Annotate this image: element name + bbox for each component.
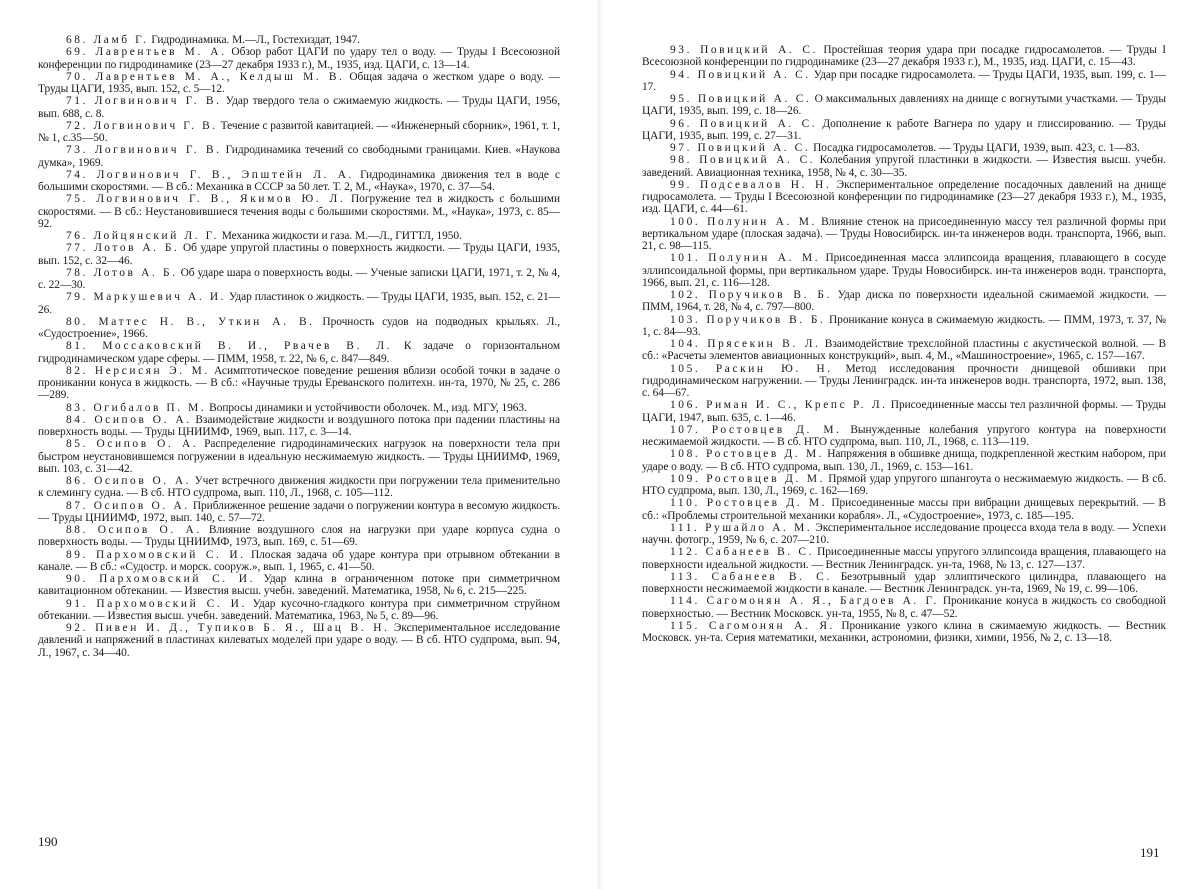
reference-entry [38, 120, 560, 145]
reference-text: Напряжения в обшивке днища, подкрепленной жестким набором, при ударе о воду. — В сб. НТО судпрома, вып. 130, Л., 1969, с. 153—161. [642, 448, 1166, 473]
reference-author: 75. Логвинович Г. В., Якимов Ю. Л. [66, 193, 346, 206]
reference-text: Погружение тел в жидкость с большими скоростями. — В сб.: Неустановившиеся течения воды с большими скоростями. М., «Наука», 1973, с. 85—92. [38, 193, 560, 230]
reference-author: 79. Маркушевич А. И. [66, 291, 227, 304]
reference-author: 70. Лаврентьев М. А., Келдыш М. В. [66, 70, 345, 83]
reference-text: Присоединенные массы тел различной формы. — Труды ЦАГИ, 1947, вып. 635, с. 1—46. [642, 399, 1166, 424]
reference-text: Экспериментальное исследование давлений и напряжений в пластинах килеватых моделей при ударе о воду. — В сб. НТО судпрома, вып. 94, Л., 1967, с. 34—40. [38, 622, 560, 659]
reference-entry [642, 314, 1166, 339]
reference-text: Взаимодействие жидкости и воздушного потока при падении пластины на поверхность воды. — Труды ЦНИИМФ, 1969, вып. 117, с. 3—14. [38, 413, 560, 438]
reference-author: 99. Подсевалов Н. Н. [670, 178, 832, 191]
reference-author: 92. Пивен И. Д., Тупиков Б. Я., Шац В. Н. [66, 622, 390, 634]
reference-entry [38, 316, 560, 341]
reference-entry [38, 34, 560, 46]
reference-entry [642, 595, 1166, 620]
right-reference-list [642, 44, 1166, 644]
reference-author: 104. Прясекин В. Л. [670, 338, 821, 350]
reference-text: Общая задача о жестком ударе о воду. — Труды ЦАГИ, 1935, вып. 152, с. 5—12. [38, 70, 560, 95]
reference-author: 106. Риман И. С., Крепс Р. Л. [670, 399, 888, 412]
reference-author: 101. Полунин А. М. [670, 252, 821, 265]
reference-text: Вынужденные колебания упругого контура на поверхности несжимаемой жидкости. — В сб. НТО судпрома, вып. 110, Л., 1968, с. 113—119. [642, 423, 1166, 448]
right-page-number: 191 [1140, 845, 1160, 860]
reference-text: Присоединенные массы при вибрации днищевых перекрытий. — В сб.: «Проблемы строительной механики корабля». Л., «Судостроение», 1973, с. 185—195. [642, 497, 1166, 522]
reference-text: Удар клина в ограниченном потоке при симметричном кавитационном обтекании. — Известия высш. учебн. заведений. Математика, 1958, № 6, с. 215—225. [38, 573, 560, 598]
reference-entry [38, 573, 560, 598]
reference-text: Присоединенные массы упругого эллипсоида вращения, плавающего на поверхности идеальной жидкости. — Вестник Ленинградск. ун-та, 1968, № 13, с. 127—137. [642, 546, 1166, 571]
reference-entry [642, 154, 1166, 179]
reference-entry [642, 44, 1166, 69]
reference-author: 109. Ростовцев Д. М. [670, 472, 826, 485]
reference-text: Проникание конуса в жидкость со свободной поверхностью. — Вестник Московск. ун-та, 1955, № 8, с. 47—52. [642, 595, 1166, 620]
reference-entry [38, 95, 560, 120]
reference-author: 87. Осипов О. А. [66, 499, 190, 512]
reference-text: Посадка гидросамолетов. — Труды ЦАГИ, 1939, вып. 423, с. 1—83. [810, 142, 1140, 154]
reference-author: 68. Ламб Г. [66, 34, 149, 46]
reference-entry [38, 438, 560, 475]
reference-text: Взаимодействие трехслойной пластины с акустической волной. — В сб.: «Расчеты элементов авиационных конструкций», вып. 4, М., «Машиностроение», 1965, с. 157—167. [642, 338, 1166, 363]
reference-text: Плоская задача об ударе контура при отрывном обтекании в канале. — В сб.: «Судостр. и морск. сооруж.», вып. 1, 1965, с. 41—50. [38, 548, 561, 573]
reference-text: Дополнение к работе Вагнера по удару и глиссированию. — Труды ЦАГИ, 1935, вып. 199, с. 27—31. [642, 117, 1166, 142]
reference-entry [642, 620, 1166, 645]
reference-text: Асимптотическое поведение решения вблизи особой точки в задаче о проникании конуса в жидкость. — В сб.: «Научные труды Ереванского политехн. ин-та, 1970, № 25, с. 286—289. [38, 364, 560, 402]
reference-entry [38, 193, 560, 230]
reference-author: 76. Лойцянский Л. Г. [66, 230, 219, 242]
reference-author: 102. Поручиков В. Б. [670, 289, 832, 301]
reference-author: 103. Поручиков В. Б. [670, 313, 826, 326]
reference-text: О максимальных давлениях на днище с вогнутыми участками. — Труды ЦАГИ, 1935, вып. 199, с. 18—26. [642, 93, 1166, 118]
reference-author: 90. Пархомовский С. И. [66, 573, 256, 585]
reference-author: 73. Логвинович Г. В. [66, 144, 222, 157]
reference-text: Учет встречного движения жидкости при погружении тела применительно к слемингу судна. — В сб. НТО судпрома, вып. 110, Л., 1968, с. 105—112. [38, 475, 561, 500]
reference-text: К задаче о горизонтальном гидродинамическом ударе сферы. — ПММ, 1958, т. 22, № 6, с. 847—849. [38, 340, 560, 365]
reference-author: 112. Сабанеев В. С. [670, 546, 815, 559]
reference-text: Гидродинамика движения тел в воде с большими скоростями. — В сб.: Механика в СССР за 50 лет. Т. 2, М., «Наука», 1970, с. 37—54. [38, 168, 560, 193]
reference-entry [38, 230, 560, 242]
reference-text: Удар пластинок о жидкость. — Труды ЦАГИ, 1935, вып. 152, с. 21—26. [38, 291, 561, 316]
reference-text: Влияние стенок на присоединенную массу тел различной формы при вертикальном ударе (плоская задача). — Труды Новосибирск. ин-та инженеров водн. транспорта, 1966, вып. 21, с. 98—115. [642, 215, 1167, 252]
reference-text: Приближенное решение задачи о погружении контура в весомую жидкость. — Труды ЦНИИМФ, 1972, вып. 140, с. 57—72. [38, 499, 561, 524]
reference-author: 100. Полунин А. М. [670, 215, 817, 228]
reference-entry [642, 546, 1166, 571]
reference-text: Экспериментальное исследование процесса входа тела в воду. — Успехи научн. фотогр., 1959, № 6, с. 207—210. [642, 521, 1167, 546]
reference-entry [642, 399, 1166, 424]
reference-entry [642, 571, 1166, 596]
reference-author: 81. Моссаковский В. И., Рвачев В. Л. [66, 340, 393, 353]
reference-author: 114. Сагомонян А. Я., Багдоев А. Г. [670, 595, 939, 608]
reference-entry [642, 179, 1166, 216]
reference-author: 98. Повицкий А. С. [670, 154, 816, 167]
reference-entry [38, 524, 560, 549]
reference-entry [38, 622, 560, 659]
left-page-number: 190 [38, 834, 58, 849]
reference-entry [38, 598, 560, 623]
reference-entry [38, 71, 560, 96]
reference-author: 94. Повицкий А. С. [670, 68, 811, 81]
reference-text: Метод исследования прочности днищевой обшивки при гидродинамическом нагружении. — Труды Ленинградск. ин-та инженеров водн. транспорта, 1972, вып. 138, с. 64—67. [642, 362, 1166, 399]
right-page [600, 0, 1200, 889]
reference-author: 83. Огибалов П. М. [66, 401, 207, 414]
reference-text: Присоединенная масса эллипсоида вращения, плавающего в сосуде эллипсоидальной формы, при вертикальном ударе. Труды Новосибирск. ин-та инженеров водн. транспорта, 1966, вып. 21, с. 116—128. [642, 252, 1167, 289]
reference-author: 107. Ростовцев Д. М. [670, 423, 842, 436]
reference-text: Прочность судов на подводных крыльях. Л., «Судостроение», 1966. [38, 315, 560, 340]
reference-text: Удар диска по поверхности идеальной сжимаемой жидкости. — ПММ, 1964, т. 28, № 4, с. 797—800. [642, 289, 1167, 314]
reference-author: 105. Раскин Ю. Н. [670, 362, 833, 375]
reference-text: Механика жидкости и газа. М.—Л., ГИТТЛ, 1950. [218, 230, 462, 242]
reference-text: Экспериментальное определение посадочных давлений на днище гидросамолета. — Труды I Всесоюзной конференции по гидродинамике (23—27 декабря 1933 г.), М., 1935, изд. ЦАГИ, с. 44—61. [642, 178, 1166, 216]
reference-author: 78. Лотов А. Б. [66, 266, 178, 279]
reference-text: Удар кусочно-гладкого контура при симметричном струйном обтекании. — Известия высш. учебн. заведений. Математика, 1963, № 5, с. 89—96. [38, 597, 560, 622]
reference-author: 89. Пархомовский С. И. [66, 548, 246, 561]
reference-author: 95. Повицкий А. С. [670, 93, 812, 105]
reference-author: 86. Осипов О. А. [66, 475, 192, 487]
reference-entry [642, 363, 1166, 400]
reference-author: 85. Осипов О. А. [66, 438, 199, 451]
reference-entry [642, 497, 1166, 522]
reference-author: 93. Повицкий А. С. [670, 44, 819, 56]
left-reference-list [38, 34, 560, 659]
reference-entry [38, 242, 560, 267]
reference-entry [642, 69, 1166, 94]
reference-entry [38, 475, 560, 500]
reference-entry [38, 365, 560, 402]
reference-text: Распределение гидродинамических нагрузок на поверхности тела при быстром неустановившемся погружении в идеальную несжимаемую жидкость. — Труды ЦНИИМФ, 1969, вып. 103, с. 31—42. [38, 438, 560, 475]
reference-text: Обзор работ ЦАГИ по удару тел о воду. — Труды I Всесоюзной конференции по гидродинамике (23—27 декабря 1933 г.), М., 1935, изд. ЦАГИ, с. 13—14. [38, 46, 560, 71]
reference-text: Проникание узкого клина в сжимаемую жидкость. — Вестник Московск. ун-та. Серия математики, механики, астрономии, физики, химии, 1956, № 2, с. 13—18. [642, 619, 1166, 644]
reference-entry [642, 93, 1166, 118]
reference-author: 96. Повицкий А. С. [670, 117, 818, 130]
reference-author: 82. Нерсисян Э. М. [66, 364, 210, 377]
reference-text: Простейшая теория удара при посадке гидросамолетов. — Труды I Всесоюзной конференции по гидродинамике (23—27 декабря 1933 г.), М., 1935, изд. ЦАГИ, с. 15—43. [642, 44, 1166, 69]
reference-author: 80. Маттес Н. В., Уткин А. В. [66, 315, 315, 328]
reference-entry [642, 448, 1166, 473]
reference-author: 108. Ростовцев Д. М. [670, 448, 825, 461]
reference-entry [38, 414, 560, 439]
reference-author: 91. Пархомовский С. И. [66, 597, 247, 610]
reference-text: Прямой удар упругого шпангоута о несжимаемую жидкость. — В сб. НТО судпрома, вып. 130, Л., 1969, с. 162—169. [642, 472, 1166, 497]
reference-entry [642, 338, 1166, 363]
reference-author: 77. Лотов А. Б. [66, 242, 180, 255]
reference-text: Течение с развитой кавитацией. — «Инженерный сборник», 1961, т. 1, № 1, с.35—50. [38, 119, 560, 144]
reference-entry [642, 289, 1166, 314]
reference-entry [38, 144, 560, 169]
reference-entry [38, 267, 560, 292]
reference-author: 69. Лаврентьев М. А. [66, 46, 227, 59]
reference-author: 110. Ростовцев Д. М. [670, 497, 828, 510]
reference-entry [38, 402, 560, 414]
reference-entry [642, 424, 1166, 449]
reference-entry [642, 216, 1166, 253]
reference-entry [642, 473, 1166, 498]
reference-text: Влияние воздушного слоя на нагрузки при ударе корпуса судна о поверхность воды. — Труды ЦНИИМФ, 1973, вып. 169, с. 51—69. [38, 524, 560, 549]
reference-text: Удар твердого тела о сжимаемую жидкость. — Труды ЦАГИ, 1956, вып. 688, с. 8. [38, 95, 561, 120]
reference-author: 97. Повицкий А. С. [670, 142, 811, 154]
reference-text: Вопросы динамики и устойчивости оболочек. М., изд. МГУ, 1963. [206, 401, 527, 414]
reference-author: 88. Осипов О. А. [66, 524, 202, 536]
reference-author: 74. Логвинович Г. В., Эпштейн Л. А. [66, 168, 354, 181]
reference-author: 115. Сагомонян А. Я. [670, 619, 836, 632]
reference-entry [38, 46, 560, 71]
reference-entry [642, 522, 1166, 547]
reference-entry [642, 252, 1166, 289]
reference-text: Об ударе шара о поверхность воды. — Ученые записки ЦАГИ, 1971, т. 2, № 4, с. 22—30. [38, 266, 560, 291]
reference-author: 111. Рушайло А. М. [670, 521, 813, 534]
reference-entry [38, 549, 560, 574]
reference-text: Проникание конуса в сжимаемую жидкость. — ПММ, 1973, т. 37, № 1, с. 84—93. [642, 313, 1167, 338]
reference-text: Колебания упругой пластинки в жидкости. — Известия высш. учебн. заведений. Авиационная техника, 1958, № 4, с. 30—35. [642, 154, 1166, 179]
reference-entry [38, 500, 560, 525]
reference-text: Об ударе упругой пластины о поверхность жидкости. — Труды ЦАГИ, 1935, вып. 152, с. 32—46. [38, 242, 560, 267]
reference-author: 84. Осипов О. А. [66, 413, 192, 426]
reference-entry [38, 340, 560, 365]
reference-author: 113. Сабанеев В. С. [670, 570, 832, 583]
reference-author: 71. Логвинович Г. В. [66, 95, 222, 108]
reference-author: 72. Логвинович Г. В. [66, 119, 218, 132]
reference-entry [642, 142, 1166, 154]
reference-text: Гидродинамика. М.—Л., Гостехиздат, 1947. [148, 34, 361, 46]
reference-entry [642, 118, 1166, 143]
reference-text: Безотрывный удар эллиптического цилиндра, плавающего на поверхности несжимаемой жидкости в канале. — Вестник Ленинградск. ун-та, 1969, № 19, с. 99—106. [642, 570, 1166, 595]
reference-entry [38, 169, 560, 194]
reference-entry [38, 291, 560, 316]
reference-text: Удар при посадке гидросамолета. — Труды ЦАГИ, 1935, вып. 199, с. 1—17. [642, 68, 1166, 93]
reference-text: Гидродинамика течений со свободными границами. Киев. «Наукова думка», 1969. [38, 144, 560, 169]
